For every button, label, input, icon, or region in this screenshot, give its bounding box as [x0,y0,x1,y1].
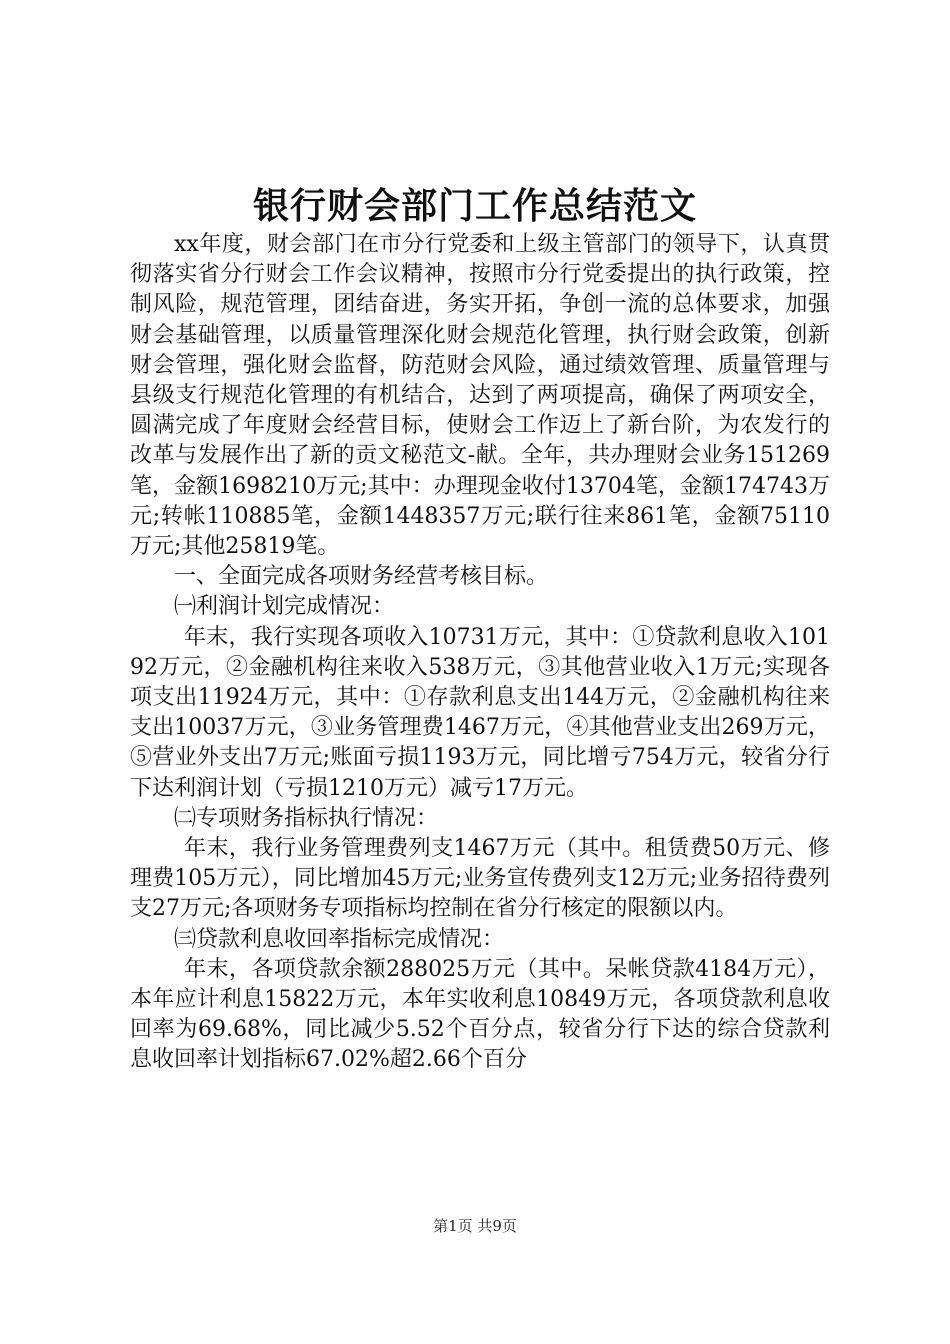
subsection-heading-interest-recovery: ㈢贷款利息收回率指标完成情况： [174,926,505,952]
subsection-heading-special-indicators: ㈡专项财务指标执行情况： [174,805,439,831]
paragraph-intro: xx年度，财会部门在市分行党委和上级主管部门的领导下，认真贯彻落实省分行财会工作会议精神，按照市分行党委提出的执行政策，控制风险，规范管理，团结奋进，务实开拓，争创一流的总体要求，加强财会基础管理，以质量管理深化财会规范化管理，执行财会政策，创新财会管理，强化财会监督，防范财会风险，通过绩效管理、质量管理与县级支行规范化管理的有机结合，达到了两项提高，确保了两项安全，圆满完成了年度财会经营目标，使财会工作迈上了新台阶，为农发行的改革与发展作出了新的贡文秘范文-献。全年，共办理财会业务151269笔，金额1698210万元;其中：办理现金收付13704笔，金额174743万元;转帐110885笔，金额1448357万元;联行往来861笔，金额75110万元;其他25819笔。 [130,232,830,560]
section-heading-1: 一、全面完成各项财务经营考核目标。 [174,564,549,590]
document-body [130,230,830,1076]
paragraph-special-indicators: 年末，我行业务管理费列支1467万元（其中。租赁费50万元、修理费105万元），同比增加45万元;业务宣传费列支12万元;业务招待费列支27万元;各项财务专项指标均控制在省分行核定的限额以内。 [130,836,830,922]
paragraph-profit: 年末，我行实现各项收入10731万元，其中：①贷款利息收入10192万元，②金融机构往来收入538万元，③其他营业收入1万元;实现各项支出11924万元，其中：①存款利息支出144万元，②金融机构往来支出10037万元，③业务管理费1467万元，④其他营业支出269万元，⑤营业外支出7万元;账面亏损1193万元，同比增亏754万元，较省分行下达利润计划（亏损1210万元）减亏17万元。 [130,624,830,801]
paragraph-interest-recovery: 年末，各项贷款余额288025万元（其中。呆帐贷款4184万元），本年应计利息15822万元，本年实收利息10849万元，各项贷款利息收回率为69.68%，同比减少5.52个百分点，较省分行下达的综合贷款利息收回率计划指标67.02%超2.66个百分 [130,956,830,1073]
subsection-heading-profit: ㈠利润计划完成情况： [174,594,395,620]
document-title: 银行财会部门工作总结范文 [252,186,697,227]
page-footer: 第1页 共9页 [433,1217,517,1235]
